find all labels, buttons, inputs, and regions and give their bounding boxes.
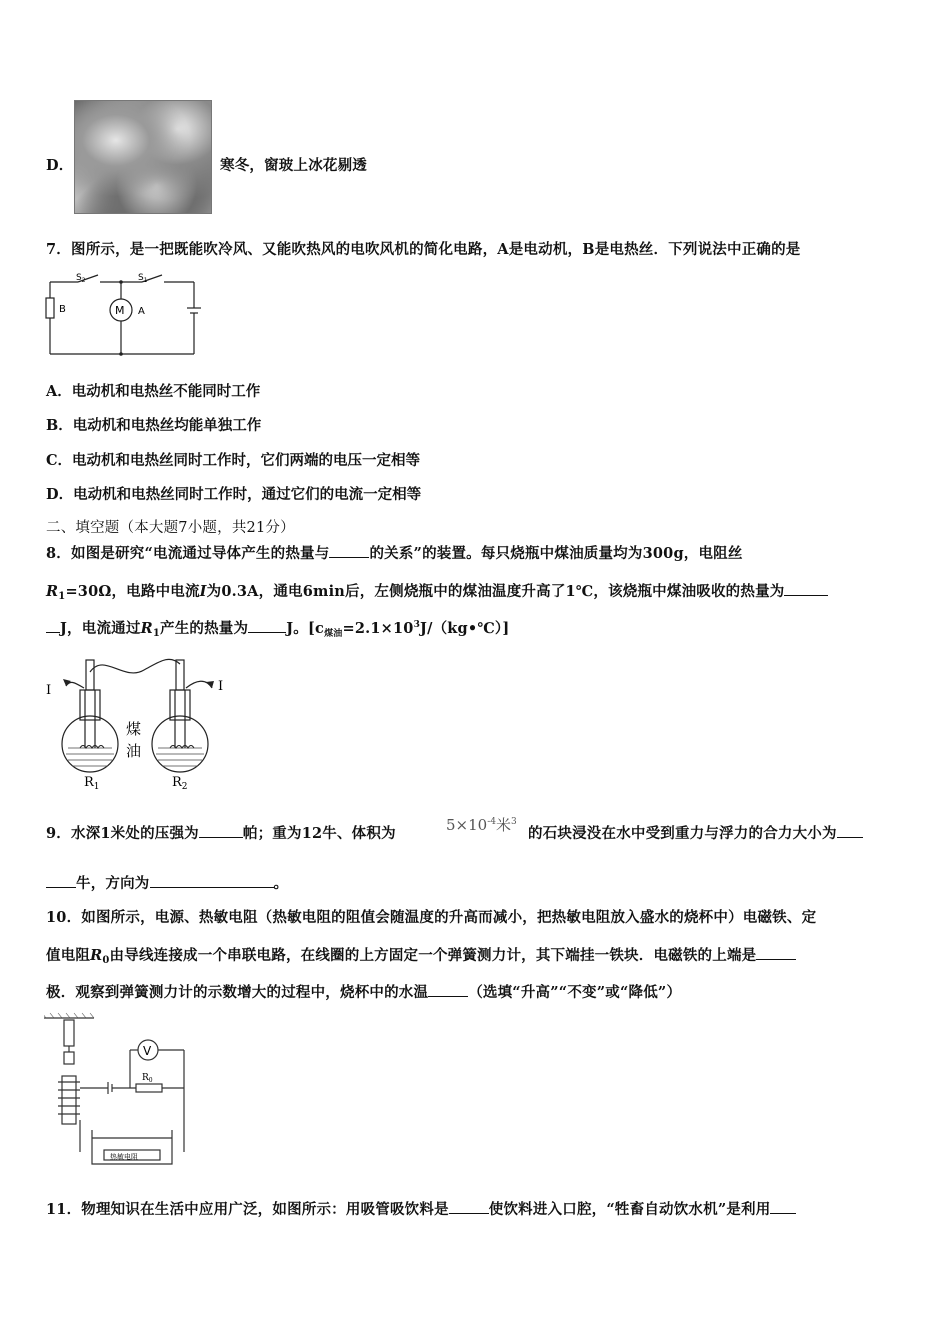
current-arrow-right [206, 681, 214, 688]
q9-blank-1[interactable] [199, 823, 243, 838]
q10-line-3: 极．观察到弹簧测力计的示数增大的过程中，烧杯中的水温 （选填“升高”“不变”或“降低”） [46, 984, 682, 1001]
q7-option-c: C．电动机和电热丝同时工作时，它们两端的电压一定相等 [46, 452, 421, 469]
q11-line-1: 11．物理知识在生活中应用广泛，如图所示：用吸管吸饮料是 使饮料进入口腔，“牲畜自动饮水机”是利用 [46, 1198, 796, 1219]
current-label-right: I [218, 679, 224, 694]
kerosene-label-2: 油 [126, 742, 142, 760]
q7-option-a: A．电动机和电热丝不能同时工作 [46, 383, 261, 400]
frost-window-photo [74, 100, 212, 214]
motor-m-label: M [115, 304, 125, 317]
q9-blank-3[interactable] [150, 873, 274, 888]
motor-a-label: A [138, 306, 145, 317]
electromagnet-circuit-diagram [44, 1012, 204, 1172]
q8-blank-2-cont[interactable] [46, 618, 60, 633]
q7-option-b: B．电动机和电热丝均能单独工作 [46, 417, 262, 434]
thermistor-label: 热敏电阻 [110, 1153, 138, 1161]
kerosene-label-1: 煤 [126, 720, 142, 738]
q9-blank-2[interactable] [837, 823, 863, 838]
voltmeter-label: V [143, 1044, 152, 1058]
q8-line-1: 8．如图是研究“电流通过导体产生的热量与 的关系”的装置。每只烧瓶中煤油质量均为300g，电阻丝 [46, 545, 743, 562]
hair-dryer-circuit-diagram [44, 268, 204, 360]
q7-option-d: D．电动机和电热丝同时工作时，通过它们的电流一定相等 [46, 486, 422, 503]
q8-blank-1[interactable] [329, 543, 369, 558]
q6-option-d-text: 寒冬，窗玻上冰花剔透 [220, 157, 367, 174]
q9-line-1-c: 的石块浸没在水中受到重力与浮力的合力大小为 [528, 822, 863, 843]
q8-blank-3[interactable] [248, 618, 286, 633]
q9-line-2: 牛，方向为 。 [46, 872, 288, 893]
kerosene-flask-apparatus [44, 652, 244, 792]
q10-line-1: 10．如图所示，电源、热敏电阻（热敏电阻的阻值会随温度的升高而减小，把热敏电阻放入盛水的烧杯中）电磁铁、定 [46, 909, 817, 926]
q9-blank-2-cont[interactable] [46, 873, 76, 888]
switch-s2-label: $S_2$ [76, 273, 86, 284]
q8-line-3: J，电流通过$R_1$产生的热量为 J。$[c_{煤油}=2.1\times 10^3J/(kg•℃)]$ [46, 617, 509, 639]
q10-blank-1[interactable] [756, 945, 796, 960]
q9-volume-formula: $5\times 10^{-4}$米$^3$ [446, 816, 517, 834]
q11-blank-2[interactable] [770, 1199, 796, 1214]
switch-s1-label: $S_1$ [138, 273, 148, 284]
q10-blank-2[interactable] [428, 982, 468, 997]
resistor-r1-label: $R_1$ [84, 775, 100, 792]
resistor-r0-label: $R_0$ [142, 1073, 153, 1084]
heater-b-label: B [59, 304, 66, 315]
q8-blank-2[interactable] [784, 581, 828, 596]
q6-option-d-label: D． [46, 157, 74, 174]
q8-line-2: $R_1=30\Omega$，电路中电流I为0.3A，通电6min后，左侧烧瓶中的煤油温度升高了1℃，该烧瓶中煤油吸收的热量为 [46, 580, 828, 602]
q11-blank-1[interactable] [449, 1199, 489, 1214]
resistor-r2-label: $R_2$ [172, 775, 188, 792]
q10-line-2: 值电阻$R_0$由导线连接成一个串联电路，在线圈的上方固定一个弹簧测力计，其下端挂一铁块．电磁铁的上端是 [46, 944, 796, 966]
q9-line-1-a: 9．水深1米处的压强为 帕；重为12牛、体积为 [46, 825, 396, 842]
current-label-left: I [46, 683, 52, 698]
section-2-title: 二、填空题（本大题7小题，共21分） [46, 520, 295, 536]
q7-stem: 7．图所示，是一把既能吹冷风、又能吹热风的电吹风机的简化电路，A是电动机，B是电热丝．下列说法中正确的是 [46, 241, 801, 258]
